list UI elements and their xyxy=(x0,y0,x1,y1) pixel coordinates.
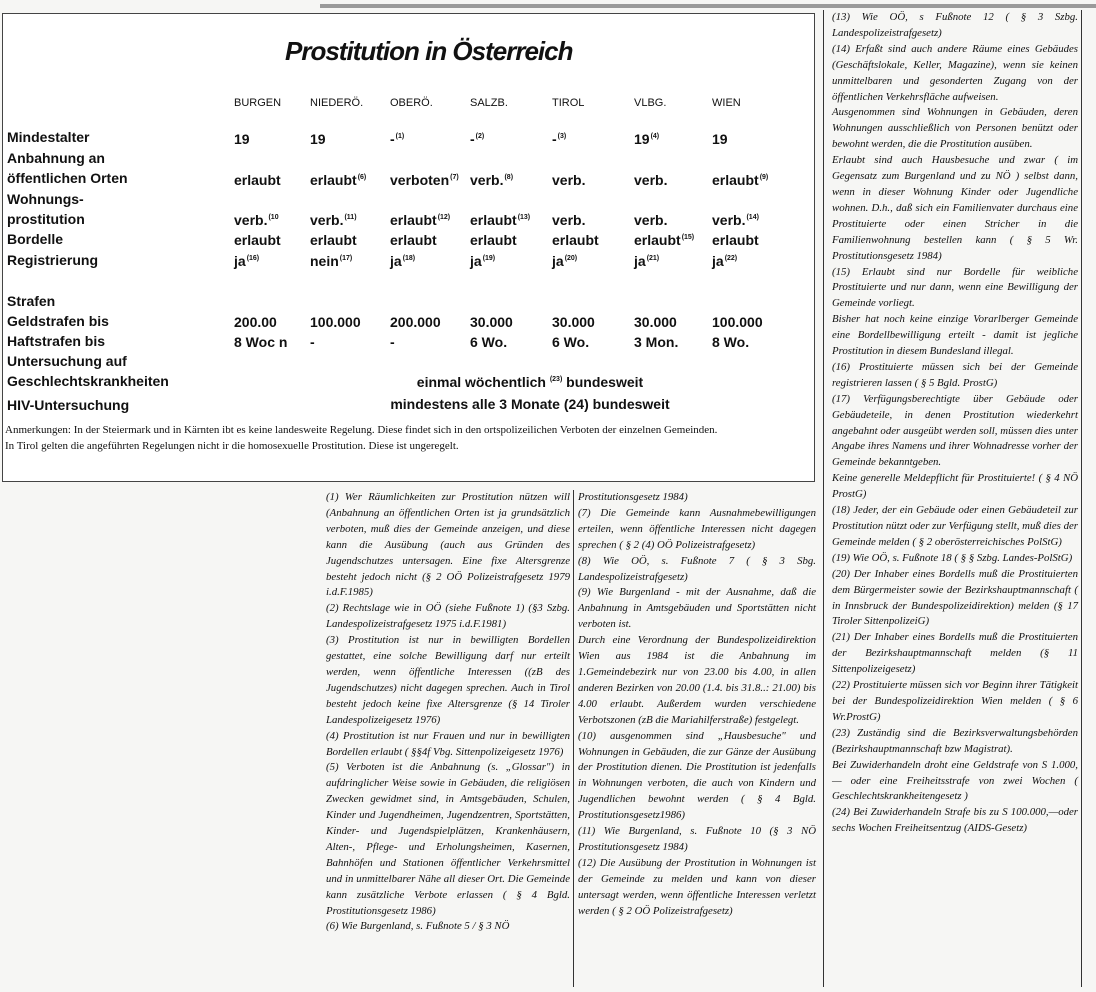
footnote: (11) Wie Burgenland, s. Fußnote 10 (§ 3 NÖ Prostitutionsgesetz 1984) xyxy=(578,825,816,853)
exam-value: einmal wöchentlich $^{(23)}$ bundesweit xyxy=(416,374,644,390)
row-label: Wohnungs- xyxy=(7,191,84,207)
table-cell: erlaubt xyxy=(310,232,357,248)
footnote: (22) Prostituierte müssen sich vor Beginn ihrer Tätigkeit bei der Bundespolizeidirektion Wien melden ( § 6 Wr.ProstG) xyxy=(832,679,1078,723)
row-label: Mindestalter xyxy=(7,129,90,145)
footnote: Keine generelle Meldepflicht für Prostituierte! ( § 4 NÖ ProstG) xyxy=(832,472,1078,501)
table-cell: 30.000 xyxy=(634,314,677,330)
table-cell: 200.00 xyxy=(234,314,277,330)
table-cell: 100.000 xyxy=(310,314,361,330)
table-cell: 30.000 xyxy=(470,314,513,330)
footnote: (7) Die Gemeinde kann Ausnahmebewilligungen erteilen, wenn öffentliche Interessen nicht dagegen sprechen ( § 2 (4) OÖ Polizeistrafgesetz) xyxy=(578,506,816,551)
table-cell: $ja^{(18)}$ xyxy=(390,253,416,269)
table-cell: $ja^{(22)}$ xyxy=(712,253,738,269)
footnote: (1) Wer Räumlichkeiten zur Prostitution nützen will (Anbahnung an öffentlichen Orten ist ja grundsätzlich verboten, muß dies der Gemeinde anzeigen, und diese kann die Ausübung (auch aus Gründen des Jugendschutzes untersagen. Eine fixe Altersgrenze besteht jedoch nicht (§ 2 OÖ Polizeistrafgesetz 1979 i.d.F.1985) xyxy=(326,491,570,599)
footnote: (17) Verfügungsberechtigte über Gebäude oder Gebäudeteile, in denen Prostitution wiederkehrt angebahnt oder ausgeübt werden soll, müssen dies unter Angabe ihres Namens und ihrer Wohnadresse vorher der Gemeinde bekanntgeben. xyxy=(832,392,1078,469)
table-cell: erlaubt$^{(6)}$ xyxy=(310,172,367,188)
table-cell: erlaubt$^{(15)}$ xyxy=(634,232,695,248)
footnote: Erlaubt sind auch Hausbesuche und zwar ( im Gegensatz zum Burgenland und zu NÖ ) selbst dann, wenn in dieser Wohnung Kinder oder Jugendliche wohnen. D.h., daß sich ein Familienvater durchaus eine Prostituierte oder einen Stricher in die Familienwohnung bestellen kann ( § 5 Wr. Prostitutionsgesetz 1984) xyxy=(832,154,1078,262)
table-cell: erlaubt xyxy=(552,232,599,248)
row-label: Untersuchung auf xyxy=(7,353,127,369)
footnote: (21) Der Inhaber eines Bordells muß die Prostituierten der Bezirkshauptmannschaft melden (§ 11 Sittenpolizeigesetz) xyxy=(832,631,1078,676)
top-rule xyxy=(320,4,1096,8)
footnote: (18) Jeder, der ein Gebäude oder einen Gebäudeteil zur Prostitution nützt oder zur Verfügung stellt, muß dies der Gemeinde melden ( § 2 oberösterreichisches PolStG) xyxy=(832,504,1078,548)
footnote: (15) Erlaubt sind nur Bordelle für weibliche Prostituierte und nur dann, wenn eine Bewilligung der Gemeinde vorliegt. xyxy=(832,265,1078,310)
table-cell: verb. xyxy=(634,172,668,188)
footnote: Prostitutionsgesetz 1984) xyxy=(578,491,688,503)
table-cell: -$^{(1)}$ xyxy=(390,131,405,147)
table-notes xyxy=(5,422,805,454)
column-header: TIROL xyxy=(552,97,585,109)
footnote: (4) Prostitution ist nur Frauen und nur in bewilligten Bordellen erlaubt ( §§4f Vbg. Sittenpolizeigesetz 1976) xyxy=(326,729,570,758)
table-cell: 8 Woc n xyxy=(234,334,288,350)
footnotes-column-1 xyxy=(326,490,570,935)
row-label: Anbahnung an xyxy=(7,150,105,166)
footnote: Durch eine Verordnung der Bundespolizeidirektion Wien aus 1984 ist die Anbahnung im 1.Gemeindebezirk nur von 23.00 bis 4.00, in allen anderen Bezirken von 20.00 (1.4. bis 31.8..: 21.00) bis 4.00 erlaubt. Außerdem wurden verschiedene Verbotszonen (zB die Mariahilferstraße) festgelegt. xyxy=(578,634,816,726)
table-cell: nein$^{(17)}$ xyxy=(310,253,353,269)
table-cell: erlaubt xyxy=(234,232,281,248)
table-cell: -$^{(3)}$ xyxy=(552,131,567,147)
column-header: VLBG. xyxy=(634,97,667,109)
table-cell: erlaubt$^{(12)}$ xyxy=(390,212,451,228)
table-cell: 30.000 xyxy=(552,314,595,330)
footnote: (14) Erfaßt sind auch andere Räume eines Gebäudes (Geschäftslokale, Keller, Magazine), wenn sie keinen unmittelbaren und gesonderten Zugang von der öffentlichen Verkehrsfläche aufweisen. xyxy=(832,42,1078,103)
footnote: (24) Bei Zuwiderhandeln Strafe bis zu S 100.000,—oder sechs Wochen Freiheitsentzug (AIDS-Gesetz) xyxy=(832,806,1078,835)
column-header: BURGEN xyxy=(234,97,282,109)
table-cell: 3 Mon. xyxy=(634,334,679,350)
footnote: (9) Wie Burgenland - mit der Ausnahme, daß die Anbahnung in Amtsgebäuden und Sportstätten nicht verboten ist. xyxy=(578,586,816,631)
row-label: Geldstrafen bis xyxy=(7,313,109,329)
row-label: Haftstrafen bis xyxy=(7,333,106,349)
footnote: (3) Prostitution ist nur in bewilligten Bordellen gestattet, eine solche Bewilligung darf nur erteilt werden, wenn öffentliche Interessen ((zB des Jugendschutzes) nicht dagegen sprechen. Auch in Tirol besteht jedoch keine fixe Altersgrenze (§ 14 Tiroler Landespolizeigesetz 1976) xyxy=(326,634,570,726)
footnote: (19) Wie OÖ, s. Fußnote 18 ( § § Szbg. Landes-PolStG) xyxy=(832,551,1073,564)
note: In Tirol gelten die angeführten Regelungen nicht ir die homosexuelle Prostitution. Diese ist ungeregelt. xyxy=(5,440,459,452)
table-cell: verb.$^{(14)}$ xyxy=(712,212,759,228)
table-cell: verb.$^{(8)}$ xyxy=(470,172,514,188)
table-cell: verb.$^{(11)}$ xyxy=(310,212,357,228)
row-label: HIV-Untersuchung xyxy=(7,397,130,413)
footnote: Ausgenommen sind Wohnungen in Gebäuden, deren Wohnungen ausschließlich von Personen benützt oder bewohnt werden, die die Prostitution ausüben. xyxy=(832,106,1078,151)
table-cell: - xyxy=(390,334,395,350)
footnote: (16) Prostituierte müssen sich bei der Gemeinde registrieren lassen ( § 5 Bgld. ProstG) xyxy=(832,360,1078,389)
column-header: NIEDERÖ. xyxy=(310,97,364,109)
column-header: WIEN xyxy=(712,97,741,109)
row-label: öffentlichen Orten xyxy=(7,170,128,186)
table-cell: 19 xyxy=(310,131,326,147)
section-heading: Strafen xyxy=(7,293,56,309)
column-divider xyxy=(573,490,574,987)
exam-value: mindestens alle 3 Monate (24) bundesweit xyxy=(390,396,670,412)
table-cell: verb. xyxy=(552,172,586,188)
row-label: Bordelle xyxy=(7,231,64,247)
table-cell: 6 Wo. xyxy=(552,334,590,350)
table-cell: erlaubt xyxy=(390,232,437,248)
column-header: OBERÖ. xyxy=(390,97,433,109)
table-cell: verboten$^{(7)}$ xyxy=(390,172,459,188)
table-cell: erlaubt xyxy=(470,232,517,248)
table-cell: $ja^{(19)}$ xyxy=(470,253,496,269)
page-title: Prostitution in Österreich xyxy=(285,36,573,66)
table-cell: erlaubt xyxy=(712,232,759,248)
table-cell: 200.000 xyxy=(390,314,441,330)
table-cell: 19$^{(4)}$ xyxy=(634,131,660,147)
footnote: (23) Zuständig sind die Bezirksverwaltungsbehörden (Bezirkshauptmannschaft bzw Magistrat). xyxy=(832,726,1078,755)
table-cell: $ja^{(16)}$ xyxy=(234,253,260,269)
footnote: Bisher hat noch keine einzige Vorarlberger Gemeinde eine Bordellbewilligung erteilt - damit ist jegliche Prostitution in diesem Bundesland illegal. xyxy=(832,313,1078,358)
column-header: SALZB. xyxy=(470,97,508,109)
footnote: (12) Die Ausübung der Prostitution in Wohnungen ist der Gemeinde zu melden und kann von dieser untersagt werden, wenn öffentliche Interessen verletzt werden ( § 2 OÖ Polizeistrafgesetz) xyxy=(578,856,816,917)
footnote: (2) Rechtslage wie in OÖ (siehe Fußnote 1) (§3 Szbg. Landespolizeistrafgesetz 1975 i.d.F.1981) xyxy=(326,602,570,631)
column-divider xyxy=(1081,10,1082,987)
table-cell: -$^{(2)}$ xyxy=(470,131,485,147)
table-cell: verb. xyxy=(634,212,668,228)
table-cell: 19 xyxy=(712,131,728,147)
table-cell: verb. xyxy=(552,212,586,228)
column-divider xyxy=(823,10,824,987)
table-cell: erlaubt xyxy=(234,172,281,188)
row-label: Registrierung xyxy=(7,252,99,268)
row-label: prostitution xyxy=(7,211,85,227)
footnote: (13) Wie OÖ, s Fußnote 12 ( § 3 Szbg. Landespolizeistrafgesetz) xyxy=(832,11,1078,39)
table-cell: - xyxy=(310,334,315,350)
footnote: (5) Verboten ist die Anbahnung (s. „Glossar") in aufdringlicher Weise sowie in Gebäuden, die religiösen Zwecken gewidmet sind, in Amtsgebäuden, Schulen, Kinder und Jugendheimen, Jugendzentren, Sportstätten, Kinder- und Jugendspielplätzen, Krankenhäusern, Alten-, Pflege- und Erholungsheimen, Kasernen, Bahnhöfen und Stationen öffentlicher Verkehrsmittel und in unmittelbarer Nähe all dieser Ort. Die Gemeinde kann zusätzliche Verbote erlassen ( § 4 Bgld. Prostitutionsgesetz 1986) xyxy=(326,761,570,917)
table-cell: 6 Wo. xyxy=(470,334,508,350)
row-label: Geschlechtskrankheiten xyxy=(7,373,169,389)
footnote: Bei Zuwiderhandeln droht eine Geldstrafe von S 1.000,— oder eine Freiheitsstrafe von zwei Wochen ( Geschlechtskrankheitengesetz ) xyxy=(832,758,1078,803)
footnotes-column-3 xyxy=(832,10,1078,837)
table-cell: erlaubt$^{(9)}$ xyxy=(712,172,769,188)
footnote: (8) Wie OÖ, s. Fußnote 7 ( § 3 Sbg. Landespolizeistrafgesetz) xyxy=(578,554,816,583)
table-cell: 8 Wo. xyxy=(712,334,750,350)
table-cell: $ja^{(20)}$ xyxy=(552,253,578,269)
footnote: (10) ausgenommen sind „Hausbesuche" und Wohnungen in Gebäuden, die zur Gänze der Ausübung der Prostitution dienen. Die Prostitution ist jedenfalls in Wohnungen verboten, die auch von Kindern und Jugendlichen bewohnt werden ( § 4 Bgld. Prostitutionsgesetz1986) xyxy=(578,729,816,822)
table-cell: 100.000 xyxy=(712,314,763,330)
footnote: (20) Der Inhaber eines Bordells muß die Prostituierten dem Bürgermeister sowie der Bezirkshauptmannschaft ( in Innsbruck der Bundespolizeidirektion) melden (§ 17 Tiroler SittenpolizeiG) xyxy=(832,567,1078,628)
table-cell: $ja^{(21)}$ xyxy=(634,253,660,269)
table-cell: erlaubt$^{(13)}$ xyxy=(470,212,531,228)
table-cell: verb.$^{(10}$ xyxy=(234,212,279,228)
footnotes-column-2 xyxy=(578,490,816,919)
note: Anmerkungen: In der Steiermark und in Kärnten ibt es keine landesweite Regelung. Diese findet sich in den ortspolizeilichen Verboten der einzelnen Gemeinden. xyxy=(5,424,718,436)
table-cell: 19 xyxy=(234,131,250,147)
footnote: (6) Wie Burgenland, s. Fußnote 5 / § 3 NÖ xyxy=(326,920,510,933)
